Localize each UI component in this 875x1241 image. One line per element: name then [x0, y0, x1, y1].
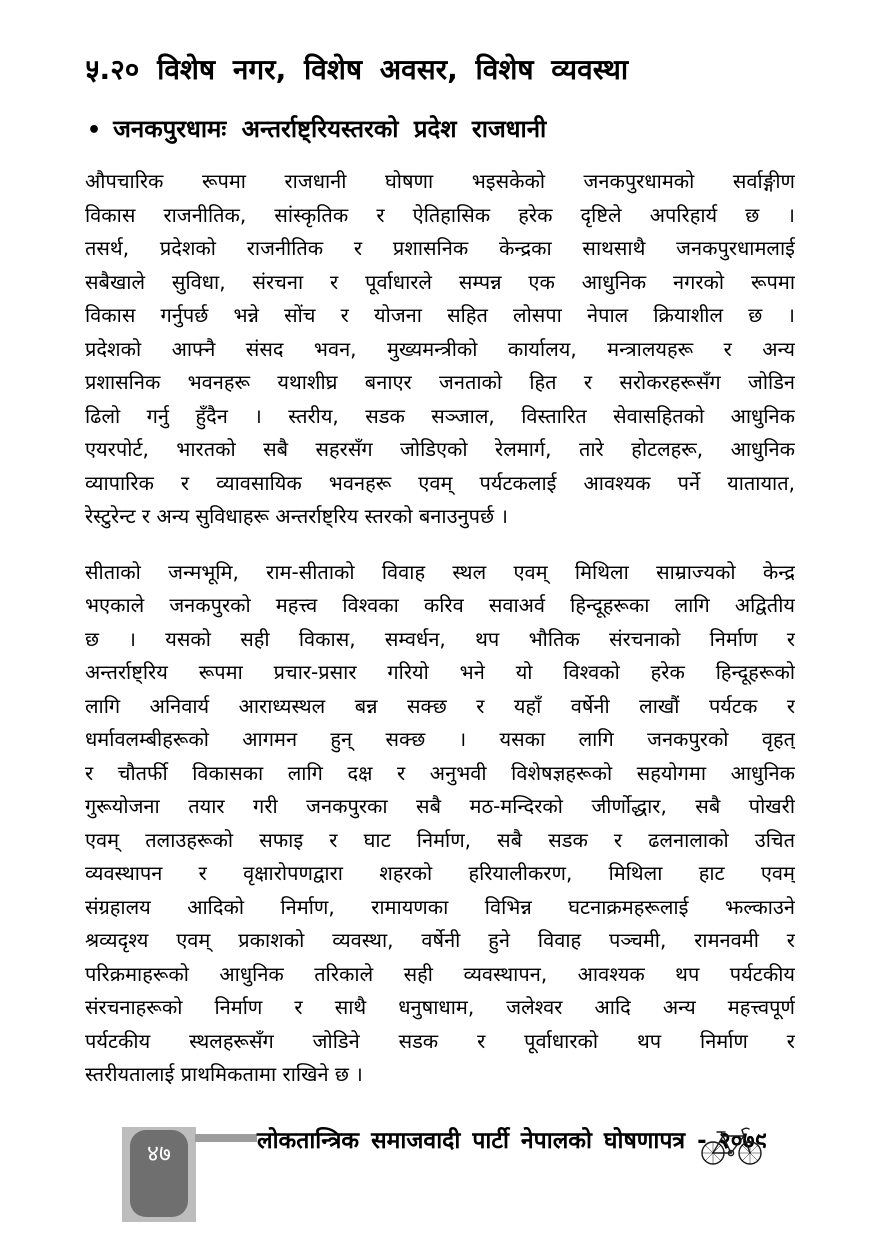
- text-line: ढिलो गर्नु हुँदैन । स्तरीय, सडक सञ्जाल, विस्तारित सेवासहितको आधुनिक: [85, 403, 795, 428]
- page-number-badge: [122, 1127, 196, 1222]
- text-line: एयरपोर्ट, भारतको सबै सहरसँग जोडिएको रेलमार्ग, तारे होटलहरू, आधुनिक: [85, 437, 795, 461]
- section-heading: ५.२० विशेष नगर, विशेष अवसर, विशेष व्यवस्था: [85, 53, 629, 86]
- text-line: सबैखाले सुविधा, संरचना र पूर्वाधारले सम्पन्न एक आधुनिक नगरको रूपमा: [85, 269, 795, 294]
- text-line: प्रदेशको आफ्नै संसद भवन, मुख्यमन्त्रीको कार्यालय, मन्त्रालयहरू र अन्य: [85, 336, 795, 361]
- text-line: गुरूयोजना तयार गरी जनकपुरका सबै मठ-मन्दिरको जीर्णोद्धार, सबै पोखरी: [85, 794, 795, 818]
- text-line: व्यवस्थापन र वृक्षारोपणद्वारा शहरको हरियालीकरण, मिथिला हाट एवम्: [85, 861, 795, 885]
- text-line: भएकाले जनकपुरको महत्त्व विश्वका करिव सवाअर्व हिन्दूहरूका लागि अद्वितीय: [85, 593, 795, 617]
- page-number: ४७: [147, 1141, 171, 1167]
- text-line: श्रव्यदृश्य एवम् प्रकाशको व्यवस्था, वर्षेनी हुने विवाह पञ्चमी, रामनवमी र: [85, 928, 795, 952]
- text-line: सीताको जन्मभूमि, राम-सीताको विवाह स्थल एवम् मिथिला साम्राज्यको केन्द्र: [85, 559, 795, 584]
- text-line: र चौतर्फी विकासका लागि दक्ष र अनुभवी विशेषज्ञहरूको सहयोगमा आधुनिक: [85, 760, 795, 785]
- text-line: विकास राजनीतिक, सांस्कृतिक र ऐतिहासिक हरेक दृष्टिले अपरिहार्य छ ।: [85, 202, 795, 227]
- text-line: लागि अनिवार्य आराध्यस्थल बन्न सक्छ र यहाँ वर्षेनी लाखौं पर्यटक र: [85, 693, 795, 718]
- bullet-icon: •: [87, 118, 102, 143]
- bicycle-icon: [700, 1122, 764, 1168]
- paragraph: [85, 556, 795, 1092]
- paragraph: [85, 165, 795, 534]
- text-line: संरचनाहरूको निर्माण र साथै धनुषाधाम, जलेश्वर आदि अन्य महत्त्वपूर्ण: [85, 995, 795, 1019]
- text-line: पर्यटकीय स्थलहरूसँग जोडिने सडक र पूर्वाधारको थप निर्माण र: [85, 1028, 795, 1053]
- text-line: औपचारिक रूपमा राजधानी घोषणा भइसकेको जनकपुरधामको सर्वाङ्गीण: [85, 169, 795, 193]
- text-line: अन्तर्राष्ट्रिय रूपमा प्रचार-प्रसार गरियो भने यो विश्वको हरेक हिन्दूहरूको: [85, 660, 795, 684]
- body-paragraphs: [85, 165, 795, 1092]
- text-line: प्रशासनिक भवनहरू यथाशीघ्र बनाएर जनताको हित र सरोकरहरूसँग जोडिन: [85, 370, 795, 394]
- footer-connector-bar: [195, 1134, 257, 1142]
- bullet-subheading-text: जनकपुरधामः अन्तर्राष्ट्रियस्तरको प्रदेश राजधानी: [113, 115, 547, 143]
- text-line: रेस्टुरेन्ट र अन्य सुविधाहरू अन्तर्राष्ट्रिय स्तरको बनाउनुपर्छ ।: [85, 504, 508, 528]
- text-line: धर्मावलम्बीहरूको आगमन हुन् सक्छ । यसका लागि जनकपुरको वृहत्: [85, 727, 795, 751]
- text-line: व्यापारिक र व्यावसायिक भवनहरू एवम् पर्यटकलाई आवश्यक पर्ने यातायात,: [85, 470, 795, 495]
- page-number-badge-inner: [130, 1130, 188, 1217]
- bullet-subheading: [87, 112, 795, 145]
- footer-title: लोकतान्त्रिक समाजवादी पार्टी नेपालको घोषणापत्र - २०७९: [257, 1128, 767, 1154]
- text-line: विकास गर्नुपर्छ भन्ने सोंच र योजना सहित लोसपा नेपाल क्रियाशील छ ।: [85, 303, 795, 327]
- text-line: संग्रहालय आदिको निर्माण, रामायणका विभिन्न घटनाक्रमहरूलाई झल्काउने: [85, 894, 795, 919]
- text-line: छ । यसको सही विकास, सम्वर्धन, थप भौतिक संरचनाको निर्माण र: [85, 626, 795, 651]
- text-line: एवम् तलाउहरूको सफाइ र घाट निर्माण, सबै सडक र ढलनालाको उचित: [85, 827, 795, 852]
- text-line: स्तरीयतालाई प्राथमिकतामा राखिने छ ।: [85, 1062, 363, 1086]
- text-line: परिक्रमाहरूको आधुनिक तरिकाले सही व्यवस्थापन, आवश्यक थप पर्यटकीय: [85, 961, 795, 986]
- text-line: तसर्थ, प्रदेशको राजनीतिक र प्रशासनिक केन्द्रका साथसाथै जनकपुरधामलाई: [85, 236, 795, 260]
